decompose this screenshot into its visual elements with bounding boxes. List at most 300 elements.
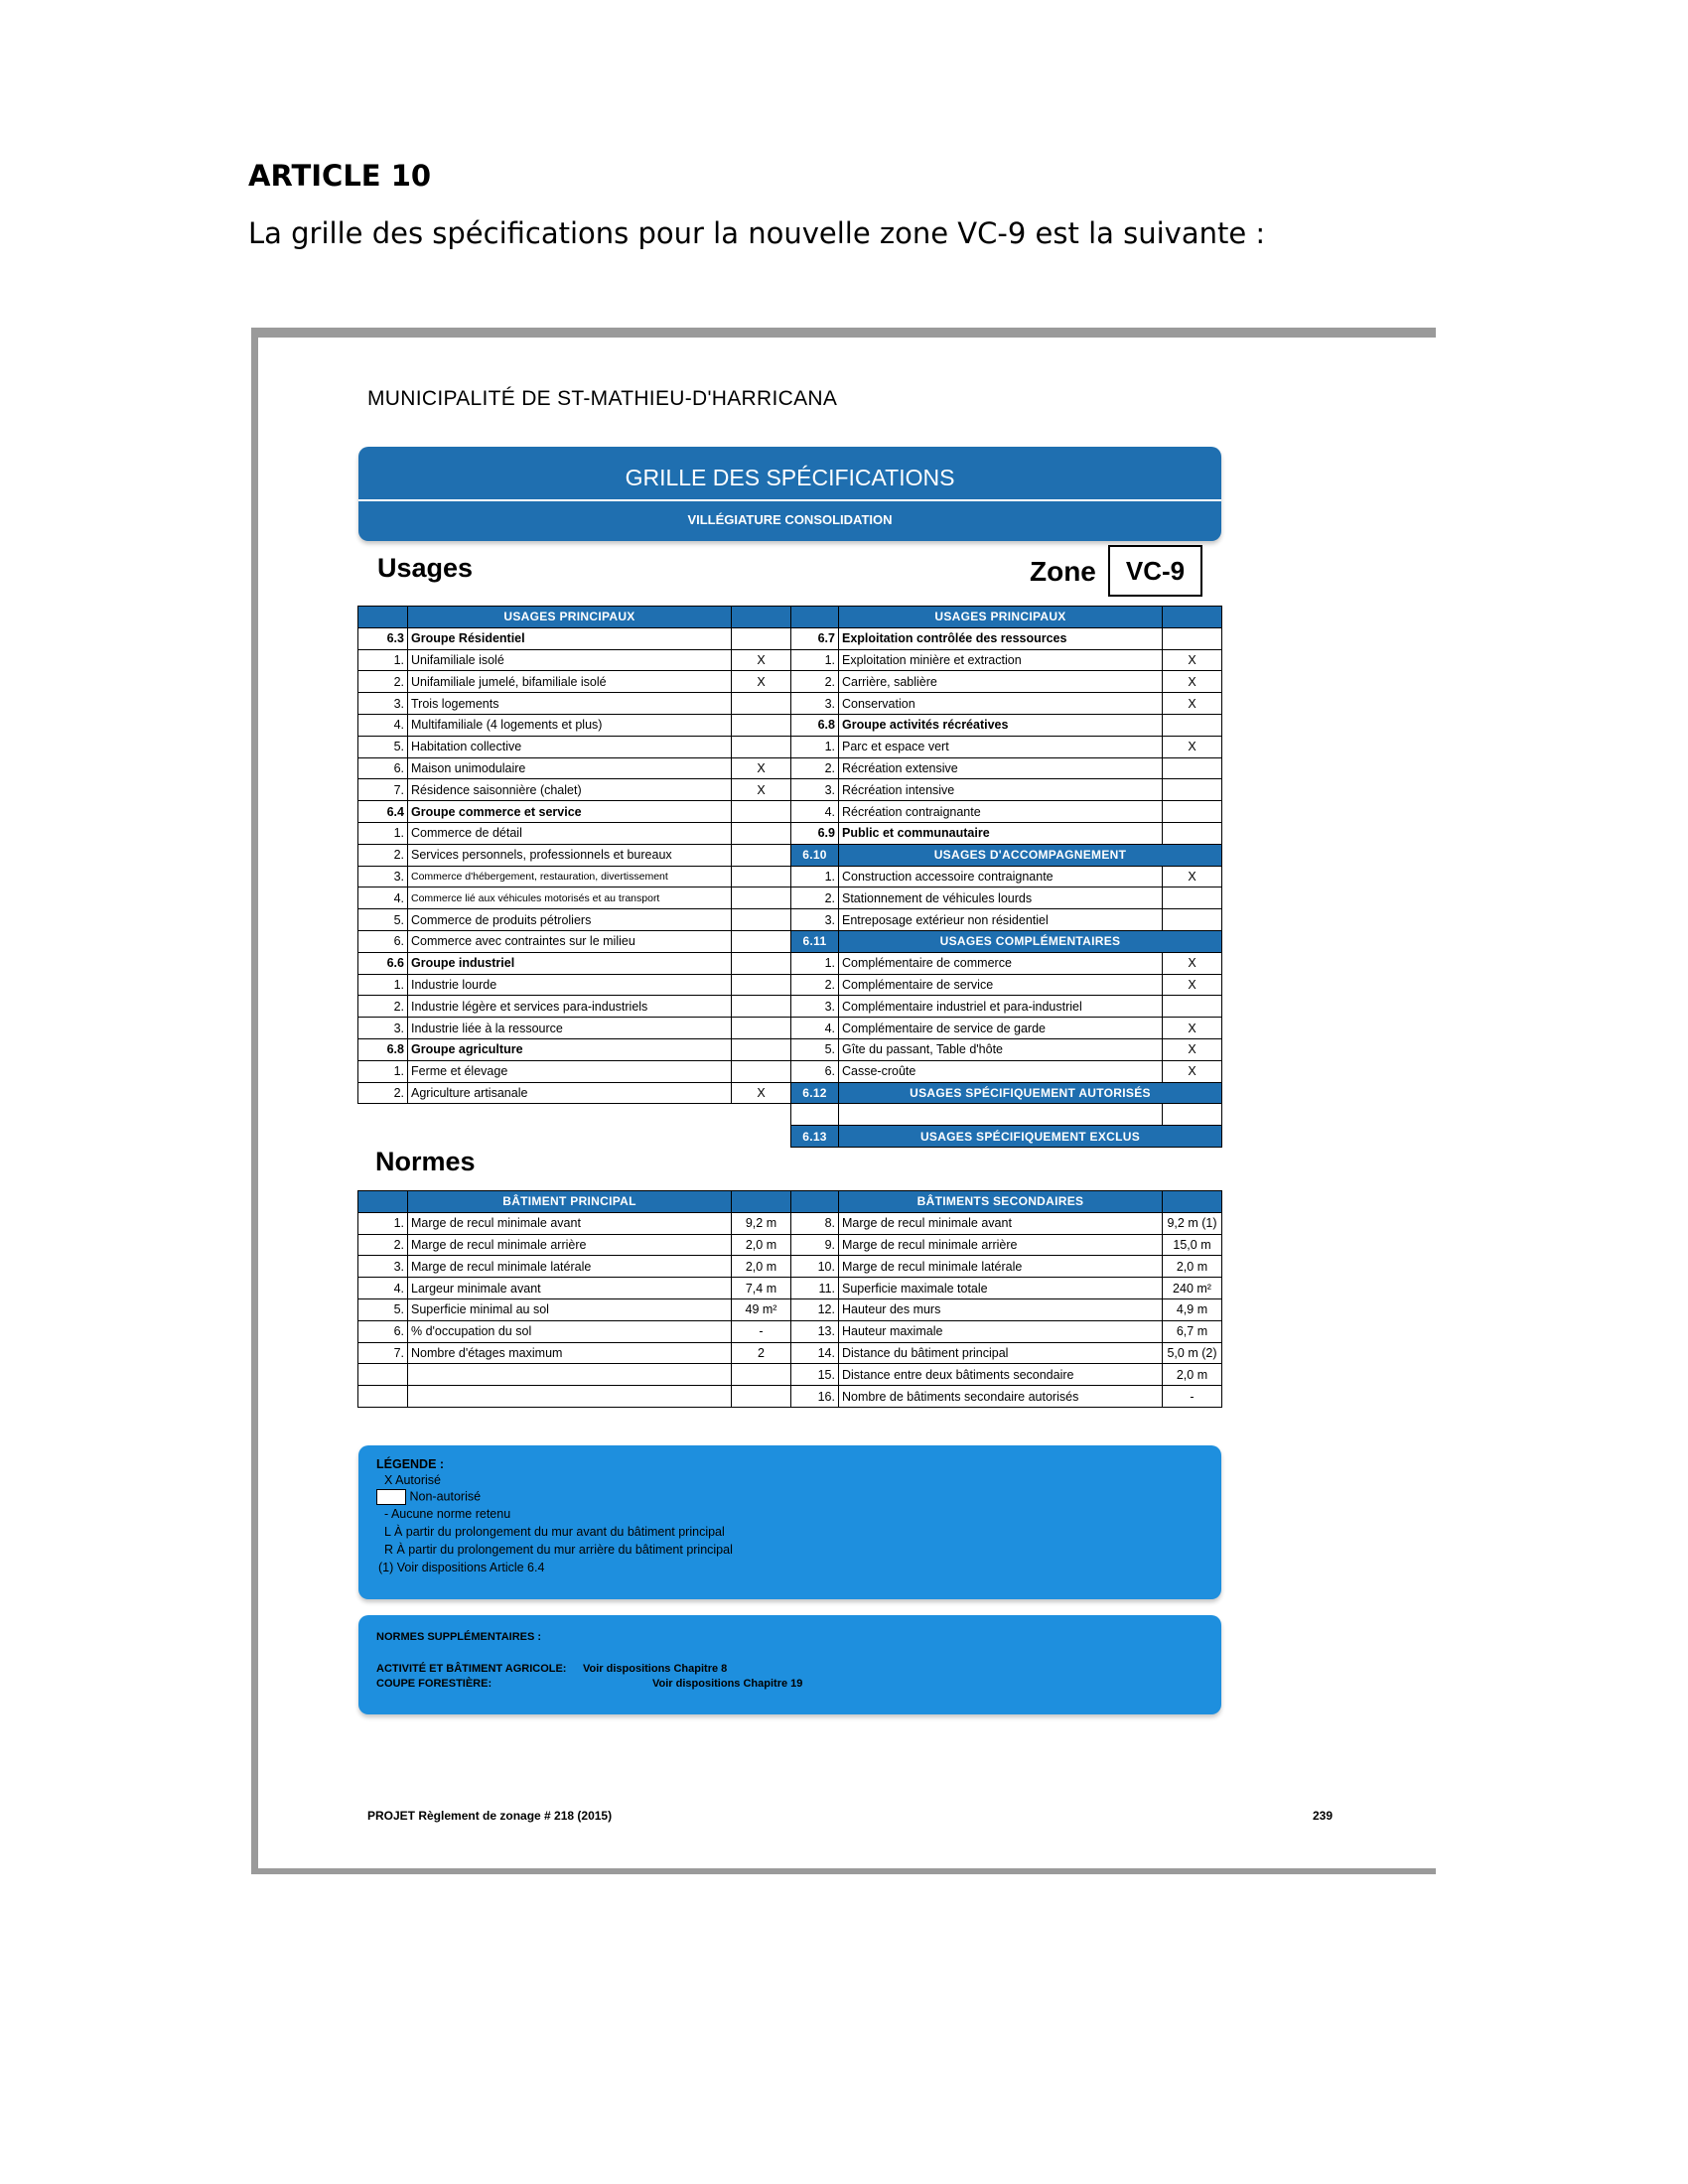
row-number: 6. — [358, 1320, 408, 1342]
header-mark-cell — [732, 607, 791, 628]
row-number: 2. — [791, 974, 839, 996]
normes-heading: Normes — [375, 1147, 476, 1176]
footer-page-number: 239 — [1313, 1809, 1334, 1823]
group-label: Groupe activités récréatives — [839, 714, 1163, 736]
row-label: Nombre de bâtiments secondaire autorisés — [839, 1386, 1163, 1408]
table-header-row — [791, 1191, 1222, 1213]
norm-value: 2,0 m — [732, 1256, 791, 1278]
row-number: 5. — [358, 909, 408, 931]
norm-value: 2,0 m — [732, 1234, 791, 1256]
authorization-mark — [1163, 1104, 1222, 1126]
table-row — [358, 1018, 791, 1039]
row-label: Carrière, sablière — [839, 671, 1163, 693]
section-header: USAGES COMPLÉMENTAIRES — [839, 930, 1222, 952]
table-row — [791, 866, 1222, 887]
usages-principaux-left-table — [357, 606, 791, 1104]
supp-forest-value: Voir dispositions Chapitre 19 — [652, 1678, 803, 1690]
authorization-mark: X — [1163, 693, 1222, 715]
row-number: 4. — [358, 887, 408, 909]
row-label: Largeur minimale avant — [408, 1278, 732, 1299]
norm-value: 6,7 m — [1163, 1320, 1222, 1342]
row-label: Multifamiliale (4 logements et plus) — [408, 714, 732, 736]
authorization-mark: X — [1163, 736, 1222, 757]
authorization-mark — [732, 996, 791, 1018]
table-row — [358, 1082, 791, 1104]
table-row — [358, 822, 791, 844]
table-row — [358, 714, 791, 736]
table-row — [358, 1320, 791, 1342]
supp-agri-value: Voir dispositions Chapitre 8 — [583, 1663, 728, 1675]
row-label: Marge de recul minimale latérale — [839, 1256, 1163, 1278]
norm-value — [732, 1364, 791, 1386]
table-row — [791, 714, 1222, 736]
authorization-mark: X — [1163, 671, 1222, 693]
row-label: Habitation collective — [408, 736, 732, 757]
row-label: Récréation intensive — [839, 779, 1163, 801]
table-row — [358, 1038, 791, 1060]
municipality-name: MUNICIPALITÉ DE ST-MATHIEU-D'HARRICANA — [367, 387, 838, 410]
table-row — [358, 627, 791, 649]
header-num-cell — [358, 607, 408, 628]
row-number: 4. — [791, 801, 839, 823]
authorization-mark — [732, 952, 791, 974]
row-label: Industrie lourde — [408, 974, 732, 996]
section-number: 6.11 — [791, 930, 839, 952]
table-row — [791, 974, 1222, 996]
header-mark-cell — [732, 1191, 791, 1213]
table-row — [791, 1082, 1222, 1104]
authorization-mark: X — [732, 1082, 791, 1104]
article-intro: La grille des spécifications pour la nouvelle zone VC-9 est la suivante : — [248, 216, 1266, 250]
row-label: Casse-croûte — [839, 1060, 1163, 1082]
table-row — [791, 736, 1222, 757]
row-number: 1. — [791, 736, 839, 757]
row-number: 1. — [791, 649, 839, 671]
row-label: Marge de recul minimale latérale — [408, 1256, 732, 1278]
legend-rear: R À partir du prolongement du mur arrière du bâtiment principal — [384, 1543, 733, 1557]
legend-see-article: (1) Voir dispositions Article 6.4 — [378, 1561, 545, 1574]
group-label: Groupe Résidentiel — [408, 627, 732, 649]
section-number: 6.10 — [791, 844, 839, 866]
row-number: 13. — [791, 1320, 839, 1342]
row-number: 2. — [358, 671, 408, 693]
row-label: Commerce avec contraintes sur le milieu — [408, 930, 732, 952]
legend-box — [358, 1445, 1221, 1599]
table-header: USAGES PRINCIPAUX — [408, 607, 732, 628]
authorization-mark: X — [1163, 1060, 1222, 1082]
authorization-mark — [732, 1060, 791, 1082]
table-row — [358, 693, 791, 715]
row-label: Industrie légère et services para-industriels — [408, 996, 732, 1018]
row-label: Stationnement de véhicules lourds — [839, 887, 1163, 909]
row-label: Hauteur des murs — [839, 1298, 1163, 1320]
row-label: Marge de recul minimale avant — [839, 1212, 1163, 1234]
table-row — [791, 779, 1222, 801]
table-row — [791, 822, 1222, 844]
table-row — [358, 1364, 791, 1386]
table-row — [358, 844, 791, 866]
table-row — [358, 1278, 791, 1299]
section-number: 6.13 — [791, 1126, 839, 1148]
supp-forest-label: COUPE FORESTIÈRE: — [376, 1678, 492, 1690]
row-number: 1. — [791, 866, 839, 887]
legend-no-norm: - Aucune norme retenu — [384, 1507, 511, 1521]
row-number: 1. — [358, 649, 408, 671]
section-header: USAGES SPÉCIFIQUEMENT EXCLUS — [839, 1126, 1222, 1148]
group-number: 6.6 — [358, 952, 408, 974]
legend-title: LÉGENDE : — [376, 1457, 445, 1471]
zone-label: Zone — [1030, 556, 1096, 587]
table-row — [791, 671, 1222, 693]
row-number: 2. — [791, 671, 839, 693]
row-label: Trois logements — [408, 693, 732, 715]
row-number: 2. — [358, 1082, 408, 1104]
header-mark-cell — [1163, 607, 1222, 628]
row-number: 4. — [358, 714, 408, 736]
legend-not-authorized-row — [376, 1489, 481, 1505]
table-row — [791, 627, 1222, 649]
row-number: 16. — [791, 1386, 839, 1408]
table-row — [791, 930, 1222, 952]
table-row — [791, 1320, 1222, 1342]
table-row — [791, 996, 1222, 1018]
table-row — [791, 1060, 1222, 1082]
row-label: Superficie minimal au sol — [408, 1298, 732, 1320]
authorization-mark — [732, 974, 791, 996]
norm-value: 9,2 m — [732, 1212, 791, 1234]
grille-title: GRILLE DES SPÉCIFICATIONS — [625, 465, 955, 490]
authorization-mark: X — [1163, 866, 1222, 887]
row-label: Maison unimodulaire — [408, 757, 732, 779]
table-row — [358, 757, 791, 779]
authorization-mark: X — [1163, 952, 1222, 974]
row-number: 3. — [791, 693, 839, 715]
legend-authorized: X Autorisé — [384, 1473, 441, 1487]
legend-front: L À partir du prolongement du mur avant du bâtiment principal — [384, 1525, 725, 1539]
authorization-mark — [1163, 757, 1222, 779]
norm-value: 5,0 m (2) — [1163, 1342, 1222, 1364]
authorization-mark — [1163, 779, 1222, 801]
row-number — [791, 1104, 839, 1126]
table-row — [791, 844, 1222, 866]
supp-agri-label: ACTIVITÉ ET BÂTIMENT AGRICOLE: — [376, 1663, 567, 1675]
authorization-mark — [732, 822, 791, 844]
table-row — [358, 649, 791, 671]
table-row — [791, 952, 1222, 974]
authorization-mark — [732, 1038, 791, 1060]
table-row — [791, 1342, 1222, 1364]
norm-value: - — [1163, 1386, 1222, 1408]
zone-code: VC-9 — [1108, 545, 1202, 597]
table-row — [358, 974, 791, 996]
row-label: Industrie liée à la ressource — [408, 1018, 732, 1039]
table-row — [358, 887, 791, 909]
row-label: Commerce de produits pétroliers — [408, 909, 732, 931]
row-label: Exploitation minière et extraction — [839, 649, 1163, 671]
table-row — [358, 801, 791, 823]
table-row — [791, 1104, 1222, 1126]
table-row — [791, 1364, 1222, 1386]
row-number: 7. — [358, 1342, 408, 1364]
row-label: Marge de recul minimale avant — [408, 1212, 732, 1234]
row-label: Commerce lié aux véhicules motorisés et au transport — [408, 887, 732, 909]
row-number: 3. — [791, 909, 839, 931]
authorization-mark — [732, 887, 791, 909]
legend-not-authorized: Non-autorisé — [409, 1489, 482, 1504]
authorization-mark: X — [732, 649, 791, 671]
row-label: Ferme et élevage — [408, 1060, 732, 1082]
table-row — [791, 887, 1222, 909]
section-header: USAGES SPÉCIFIQUEMENT AUTORISÉS — [839, 1082, 1222, 1104]
table-row — [791, 1234, 1222, 1256]
table-row — [358, 736, 791, 757]
row-number: 3. — [358, 1256, 408, 1278]
table-row — [358, 1386, 791, 1408]
row-label: Distance du bâtiment principal — [839, 1342, 1163, 1364]
table-row — [791, 1038, 1222, 1060]
row-number: 2. — [791, 887, 839, 909]
group-number: 6.3 — [358, 627, 408, 649]
row-number — [358, 1386, 408, 1408]
row-label: Distance entre deux bâtiments secondaire — [839, 1364, 1163, 1386]
authorization-mark — [732, 844, 791, 866]
group-label: Groupe agriculture — [408, 1038, 732, 1060]
row-label: Gîte du passant, Table d'hôte — [839, 1038, 1163, 1060]
row-label: Récréation extensive — [839, 757, 1163, 779]
authorization-mark — [732, 736, 791, 757]
batiment-principal-table — [357, 1190, 791, 1408]
table-header-row — [791, 607, 1222, 628]
section-header: USAGES D'ACCOMPAGNEMENT — [839, 844, 1222, 866]
authorization-mark: X — [732, 757, 791, 779]
table-row — [358, 866, 791, 887]
table-row — [358, 1060, 791, 1082]
row-label: Construction accessoire contraignante — [839, 866, 1163, 887]
table-row — [358, 1342, 791, 1364]
norm-value: 7,4 m — [732, 1278, 791, 1299]
row-number: 5. — [358, 1298, 408, 1320]
norm-value: 2,0 m — [1163, 1256, 1222, 1278]
authorization-mark: X — [1163, 1038, 1222, 1060]
norm-value: 9,2 m (1) — [1163, 1212, 1222, 1234]
footer-left: PROJET Règlement de zonage # 218 (2015) — [367, 1809, 613, 1823]
row-label: Hauteur maximale — [839, 1320, 1163, 1342]
group-number: 6.8 — [791, 714, 839, 736]
row-number: 2. — [358, 1234, 408, 1256]
usages-heading: Usages — [377, 553, 474, 583]
norm-value: 240 m² — [1163, 1278, 1222, 1299]
normes-supplementaires-box — [358, 1615, 1221, 1714]
authorization-mark — [732, 1018, 791, 1039]
row-label: Marge de recul minimale arrière — [839, 1234, 1163, 1256]
row-number: 9. — [791, 1234, 839, 1256]
row-label: % d'occupation du sol — [408, 1320, 732, 1342]
row-number: 14. — [791, 1342, 839, 1364]
grille-subtitle: VILLÉGIATURE CONSOLIDATION — [687, 512, 893, 527]
table-row — [791, 1386, 1222, 1408]
group-number: 6.7 — [791, 627, 839, 649]
table-row — [358, 1212, 791, 1234]
group-label: Public et communautaire — [839, 822, 1163, 844]
header-num-cell — [791, 607, 839, 628]
row-number: 2. — [791, 757, 839, 779]
row-label: Agriculture artisanale — [408, 1082, 732, 1104]
table-row — [791, 1278, 1222, 1299]
table-row — [791, 1212, 1222, 1234]
row-number — [358, 1364, 408, 1386]
row-number: 7. — [358, 779, 408, 801]
table-header: BÂTIMENT PRINCIPAL — [408, 1191, 732, 1213]
table-row — [358, 909, 791, 931]
authorization-mark — [1163, 714, 1222, 736]
table-row — [791, 757, 1222, 779]
table-row — [358, 930, 791, 952]
group-label: Exploitation contrôlée des ressources — [839, 627, 1163, 649]
row-number: 6. — [791, 1060, 839, 1082]
table-header-row — [358, 1191, 791, 1213]
row-number: 12. — [791, 1298, 839, 1320]
row-label — [408, 1364, 732, 1386]
row-label — [408, 1386, 732, 1408]
authorization-mark — [1163, 887, 1222, 909]
authorization-mark: X — [1163, 974, 1222, 996]
row-label: Complémentaire de commerce — [839, 952, 1163, 974]
authorization-mark: X — [1163, 649, 1222, 671]
table-row — [358, 996, 791, 1018]
row-number: 1. — [358, 974, 408, 996]
section-number: 6.12 — [791, 1082, 839, 1104]
table-row — [791, 801, 1222, 823]
row-number: 10. — [791, 1256, 839, 1278]
row-number: 2. — [358, 844, 408, 866]
norm-value: 2 — [732, 1342, 791, 1364]
authorization-mark: X — [732, 671, 791, 693]
norm-value: 15,0 m — [1163, 1234, 1222, 1256]
group-label: Groupe commerce et service — [408, 801, 732, 823]
article-title: ARTICLE 10 — [248, 159, 432, 193]
table-row — [358, 779, 791, 801]
row-label: Récréation contraignante — [839, 801, 1163, 823]
row-number: 3. — [791, 779, 839, 801]
header-num-cell — [791, 1191, 839, 1213]
row-label: Marge de recul minimale arrière — [408, 1234, 732, 1256]
row-number: 4. — [358, 1278, 408, 1299]
row-label: Services personnels, professionnels et bureaux — [408, 844, 732, 866]
table-row — [791, 1298, 1222, 1320]
row-label: Parc et espace vert — [839, 736, 1163, 757]
authorization-mark — [732, 627, 791, 649]
norm-value: 2,0 m — [1163, 1364, 1222, 1386]
table-row — [791, 693, 1222, 715]
authorization-mark — [732, 866, 791, 887]
row-label: Commerce de détail — [408, 822, 732, 844]
legend-empty-box — [376, 1489, 406, 1505]
row-label — [839, 1104, 1163, 1126]
table-row — [791, 649, 1222, 671]
table-header-row — [358, 607, 791, 628]
header-mark-cell — [1163, 1191, 1222, 1213]
row-number: 6. — [358, 757, 408, 779]
table-row — [791, 1126, 1222, 1148]
table-row — [358, 671, 791, 693]
group-label: Groupe industriel — [408, 952, 732, 974]
row-label: Complémentaire industriel et para-industriel — [839, 996, 1163, 1018]
row-label: Unifamiliale isolé — [408, 649, 732, 671]
table-row — [791, 1256, 1222, 1278]
row-number: 1. — [358, 1060, 408, 1082]
row-label: Superficie maximale totale — [839, 1278, 1163, 1299]
authorization-mark — [732, 909, 791, 931]
table-row — [358, 1256, 791, 1278]
row-number: 3. — [791, 996, 839, 1018]
table-row — [358, 1298, 791, 1320]
authorization-mark — [1163, 801, 1222, 823]
row-number: 4. — [791, 1018, 839, 1039]
row-number: 6. — [358, 930, 408, 952]
table-row — [358, 952, 791, 974]
authorization-mark: X — [1163, 1018, 1222, 1039]
table-row — [358, 1234, 791, 1256]
authorization-mark — [732, 930, 791, 952]
row-number: 5. — [358, 736, 408, 757]
authorization-mark — [1163, 822, 1222, 844]
authorization-mark — [732, 801, 791, 823]
row-number: 1. — [358, 822, 408, 844]
row-number: 3. — [358, 866, 408, 887]
row-label: Complémentaire de service de garde — [839, 1018, 1163, 1039]
row-number: 3. — [358, 1018, 408, 1039]
group-number: 6.4 — [358, 801, 408, 823]
row-label: Complémentaire de service — [839, 974, 1163, 996]
norm-value: 4,9 m — [1163, 1298, 1222, 1320]
usages-principaux-right-table — [790, 606, 1222, 1148]
authorization-mark: X — [732, 779, 791, 801]
table-row — [791, 1018, 1222, 1039]
row-number: 2. — [358, 996, 408, 1018]
row-number: 15. — [791, 1364, 839, 1386]
row-number: 5. — [791, 1038, 839, 1060]
authorization-mark — [1163, 627, 1222, 649]
row-number: 3. — [358, 693, 408, 715]
row-number: 1. — [791, 952, 839, 974]
row-label: Nombre d'étages maximum — [408, 1342, 732, 1364]
norm-value: - — [732, 1320, 791, 1342]
row-label: Entreposage extérieur non résidentiel — [839, 909, 1163, 931]
row-number: 8. — [791, 1212, 839, 1234]
row-label: Unifamiliale jumelé, bifamiliale isolé — [408, 671, 732, 693]
row-label: Commerce d'hébergement, restauration, divertissement — [408, 866, 732, 887]
row-label: Résidence saisonnière (chalet) — [408, 779, 732, 801]
grille-header — [358, 447, 1221, 541]
group-number: 6.9 — [791, 822, 839, 844]
authorization-mark — [732, 714, 791, 736]
row-number: 1. — [358, 1212, 408, 1234]
table-header: USAGES PRINCIPAUX — [839, 607, 1163, 628]
table-header: BÂTIMENTS SECONDAIRES — [839, 1191, 1163, 1213]
supp-title: NORMES SUPPLÉMENTAIRES : — [376, 1631, 542, 1643]
grille-header-divider — [358, 499, 1221, 501]
batiments-secondaires-table — [790, 1190, 1222, 1408]
row-label: Conservation — [839, 693, 1163, 715]
authorization-mark — [1163, 909, 1222, 931]
group-number: 6.8 — [358, 1038, 408, 1060]
norm-value: 49 m² — [732, 1298, 791, 1320]
header-num-cell — [358, 1191, 408, 1213]
authorization-mark — [1163, 996, 1222, 1018]
row-number: 11. — [791, 1278, 839, 1299]
authorization-mark — [732, 693, 791, 715]
norm-value — [732, 1386, 791, 1408]
